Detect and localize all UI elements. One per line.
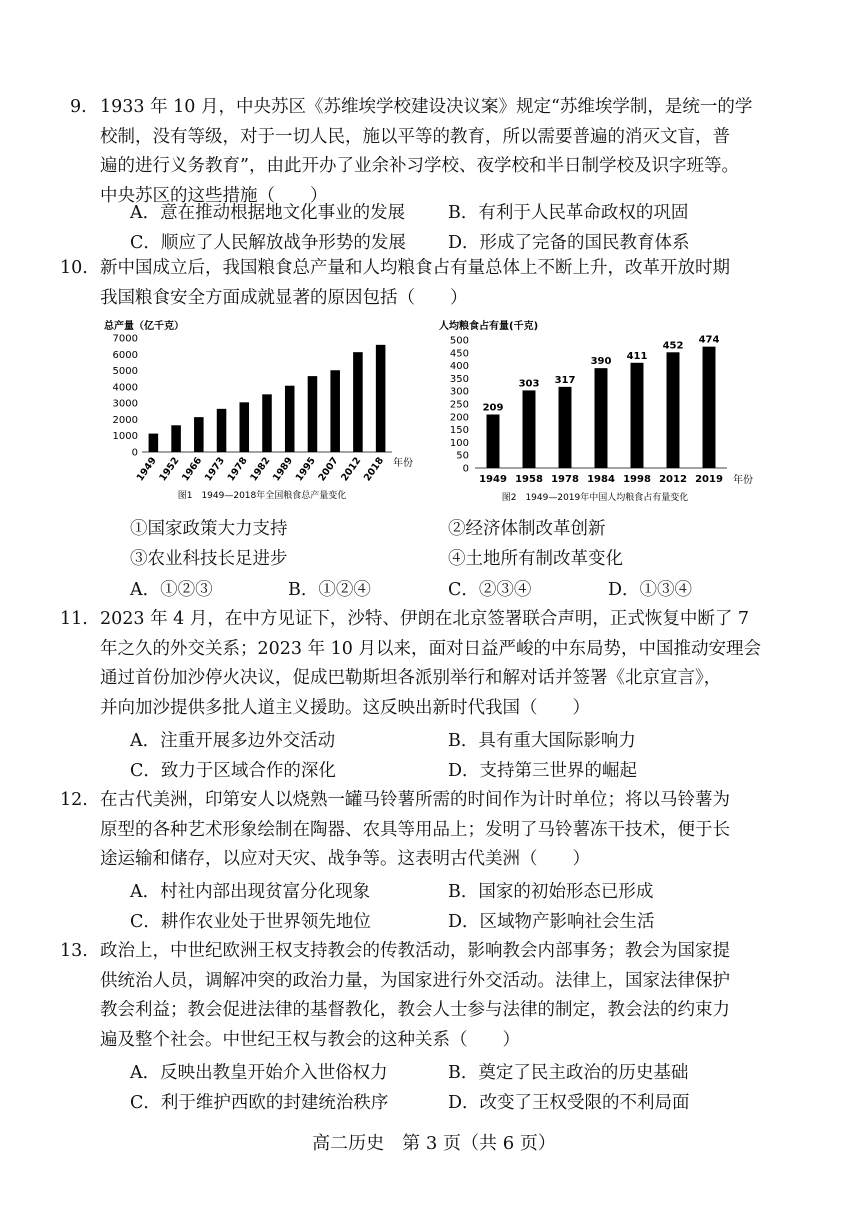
chart1-x-tick-label: 2018 xyxy=(361,455,387,484)
chart2-y-tick-label: 50 xyxy=(456,450,469,462)
chart2-y-tick-label: 100 xyxy=(449,437,469,449)
chart2-y-tick-label: 300 xyxy=(449,386,469,398)
question-text-line: 供统治人员，调解冲突的政治力量，为国家进行外交活动。法律上，国家法律保护 xyxy=(100,970,730,991)
chart1-bar xyxy=(376,345,386,452)
statement-1: ①国家政策大力支持 xyxy=(130,519,288,539)
option-c[interactable]: C．利于维护西欧的封建统治秩序 xyxy=(130,1093,389,1113)
chart2-x-tick-label: 1998 xyxy=(623,474,651,485)
question-number: 11. xyxy=(60,609,88,629)
chart2-y-tick-label: 200 xyxy=(449,412,469,424)
chart-total-grain-output xyxy=(100,318,430,513)
question-text-line: 遍的进行义务教育”，由此开办了业余补习学校、夜学校和半日制学校及识字班等。 xyxy=(100,156,739,176)
question-12 xyxy=(60,786,790,875)
question-text-line: 通过首份加沙停火决议，促成巴勒斯坦各派别举行和解对话并签署《北京宣言》， xyxy=(100,668,722,688)
option-d[interactable]: D．区域物产影响社会生活 xyxy=(448,912,655,932)
question-text-line: 教会利益；教会促进法律的基督教化，教会人士参与法律的制定，教会法的约束力 xyxy=(100,1000,730,1020)
question-text-line: 在古代美洲，印第安人以烧熟一罐马铃薯所需的时间作为计时单位；将以马铃薯为 xyxy=(100,790,730,810)
question-text-line: 途运输和储存，以应对天灾、战争等。这表明古代美洲（ ） xyxy=(100,849,590,869)
question-text-line: 新中国成立后，我国粮食总产量和人均粮食占有量总体上不断上升，改革开放时期 xyxy=(100,258,730,278)
chart1-xlabel: 年份 xyxy=(393,458,413,469)
option-a[interactable]: A．村社内部出现贫富分化现象 xyxy=(130,882,371,902)
chart2-y-tick-label: 500 xyxy=(449,335,469,347)
statement-2: ②经济体制改革创新 xyxy=(448,519,606,539)
question-text-line: 遍及整个社会。中世纪王权与教会的这种关系（ ） xyxy=(100,1029,520,1050)
chart2-y-tick-label: 400 xyxy=(449,361,469,373)
chart1-y-tick-label: 7000 xyxy=(112,333,138,345)
option-d[interactable]: D．形成了完备的国民教育体系 xyxy=(448,233,690,253)
chart2-bar xyxy=(487,414,500,468)
question-11 xyxy=(60,605,790,723)
option-b[interactable]: B．国家的初始形态已形成 xyxy=(448,882,654,902)
chart1-x-tick-label: 1978 xyxy=(225,455,250,484)
chart2-value-label: 209 xyxy=(482,402,504,414)
chart1-y-tick-label: 6000 xyxy=(112,349,138,361)
chart1-x-tick-label: 1973 xyxy=(202,455,228,484)
question-text-line: 原型的各种艺术形象绘制在陶器、农具等用品上；发明了马铃薯冻干技术，便于长 xyxy=(100,819,730,840)
chart1-bar xyxy=(240,402,250,452)
chart2-x-tick-label: 2012 xyxy=(659,474,687,485)
option-a[interactable]: A．①②③ xyxy=(130,580,213,600)
option-a[interactable]: A．注重开展多边外交活动 xyxy=(130,731,336,751)
question-number: 9. xyxy=(70,97,87,117)
question-13 xyxy=(60,937,790,1055)
option-b[interactable]: B．具有重大国际影响力 xyxy=(448,731,636,751)
option-a[interactable]: A．反映出教皇开始介入世俗权力 xyxy=(130,1063,388,1083)
chart2-ylabel: 人均粮食占有量(千克) xyxy=(439,321,539,332)
option-b[interactable]: B．有利于人民革命政权的巩固 xyxy=(448,203,689,223)
question-text-line: 校制，没有等级，对于一切人民，施以平等的教育，所以需要普遍的消灭文盲，普 xyxy=(100,126,730,147)
chart2-x-tick-label: 1978 xyxy=(551,474,579,485)
chart2-y-tick-label: 350 xyxy=(449,373,469,385)
statement-3: ③农业科技长足进步 xyxy=(130,549,288,569)
chart2-value-label: 390 xyxy=(590,356,612,368)
chart1-bar xyxy=(262,394,272,452)
option-d[interactable]: D．①③④ xyxy=(608,580,693,600)
question-9 xyxy=(70,93,790,211)
chart2-x-tick-label: 1984 xyxy=(587,474,615,485)
chart1-x-tick-label: 2012 xyxy=(339,455,364,484)
chart2-y-tick-label: 0 xyxy=(462,463,469,475)
question-text-line: 2023 年 4 月，在中方见证下，沙特、伊朗在北京签署联合声明，正式恢复中断了 7 xyxy=(100,609,750,629)
question-10 xyxy=(60,254,790,313)
chart2-value-label: 317 xyxy=(554,374,576,386)
chart1-x-tick-label: 1982 xyxy=(248,455,273,484)
chart2-x-tick-label: 2019 xyxy=(695,474,723,485)
chart1-x-tick-label: 2007 xyxy=(316,455,341,484)
chart1-y-tick-label: 4000 xyxy=(112,382,138,394)
chart1-x-tick-label: 1952 xyxy=(157,455,182,484)
chart-per-capita-grain xyxy=(435,318,765,513)
chart1-x-tick-label: 1949 xyxy=(134,455,159,484)
chart2-bar xyxy=(595,368,608,468)
chart1-y-tick-label: 2000 xyxy=(112,414,138,426)
chart1-bar xyxy=(171,425,181,452)
chart1-x-tick-label: 1989 xyxy=(271,455,296,484)
option-a[interactable]: A．意在推动根据地文化事业的发展 xyxy=(130,203,406,223)
chart2-bar xyxy=(523,390,536,468)
page-footer: 高二历史 第 3 页（共 6 页） xyxy=(312,1133,556,1154)
chart1-bar xyxy=(353,352,363,452)
chart2-x-tick-label: 1958 xyxy=(515,474,543,485)
chart1-bar xyxy=(194,417,204,452)
chart2-y-tick-label: 250 xyxy=(449,399,469,411)
chart2-y-tick-label: 150 xyxy=(449,425,469,437)
option-d[interactable]: D．改变了王权受限的不利局面 xyxy=(448,1093,690,1113)
chart1-y-tick-label: 3000 xyxy=(112,398,138,410)
question-text-line: 1933 年 10 月，中央苏区《苏维埃学校建设决议案》规定“苏维埃学制，是统一的学 xyxy=(100,97,753,117)
option-b[interactable]: B．①②④ xyxy=(288,580,371,600)
chart2-title: 图2 1949—2019年中国人均粮食占有量变化 xyxy=(501,493,689,503)
statement-4: ④土地所有制改革变化 xyxy=(448,549,623,569)
option-d[interactable]: D．支持第三世界的崛起 xyxy=(448,761,638,781)
option-c[interactable]: C．耕作农业处于世界领先地位 xyxy=(130,912,371,932)
question-text-line: 年之久的外交关系；2023 年 10 月以来，面对日益严峻的中东局势，中国推动安理会 xyxy=(100,638,761,659)
chart2-bar xyxy=(631,363,644,468)
chart2-value-label: 411 xyxy=(626,350,648,362)
question-number: 10. xyxy=(60,258,88,278)
chart1-y-tick-label: 1000 xyxy=(112,431,138,443)
option-c[interactable]: C．顺应了人民解放战争形势的发展 xyxy=(130,233,406,253)
chart1-bar xyxy=(285,386,295,452)
chart1-x-tick-label: 1995 xyxy=(293,455,318,484)
chart2-bar xyxy=(703,347,716,468)
chart1-ylabel: 总产量（亿千克） xyxy=(104,321,184,332)
chart2-value-label: 474 xyxy=(698,334,720,346)
question-number: 13. xyxy=(60,941,88,961)
chart1-x-tick-label: 1966 xyxy=(180,455,205,484)
chart1-title: 图1 1949—2018年全国粮食总产量变化 xyxy=(177,491,347,501)
charts-container xyxy=(100,318,760,513)
chart2-x-tick-label: 1949 xyxy=(479,474,507,485)
question-text-line: 并向加沙提供多批人道主义援助。这反映出新时代我国（ ） xyxy=(100,697,590,718)
chart1-y-tick-label: 0 xyxy=(131,447,138,459)
chart2-value-label: 452 xyxy=(662,340,684,352)
question-text-line: 我国粮食安全方面成就显著的原因包括（ ） xyxy=(100,287,468,308)
chart2-bar xyxy=(667,352,680,468)
option-b[interactable]: B．奠定了民主政治的历史基础 xyxy=(448,1063,689,1083)
question-text-line: 中央苏区的这些措施（ ） xyxy=(100,185,328,206)
chart2-xlabel: 年份 xyxy=(733,475,753,486)
question-text-line: 政治上，中世纪欧洲王权支持教会的传教活动，影响教会内部事务；教会为国家提 xyxy=(100,941,730,961)
question-number: 12. xyxy=(60,790,88,810)
chart1-bar xyxy=(330,370,340,452)
chart1-y-tick-label: 5000 xyxy=(112,366,138,378)
chart1-bar xyxy=(217,409,227,452)
chart2-bar xyxy=(559,387,572,468)
chart2-y-tick-label: 450 xyxy=(449,348,469,360)
chart1-bar xyxy=(308,376,318,452)
option-c[interactable]: C．致力于区域合作的深化 xyxy=(130,761,336,781)
chart2-value-label: 303 xyxy=(518,378,540,390)
chart1-bar xyxy=(149,434,159,452)
option-c[interactable]: C．②③④ xyxy=(448,580,532,600)
